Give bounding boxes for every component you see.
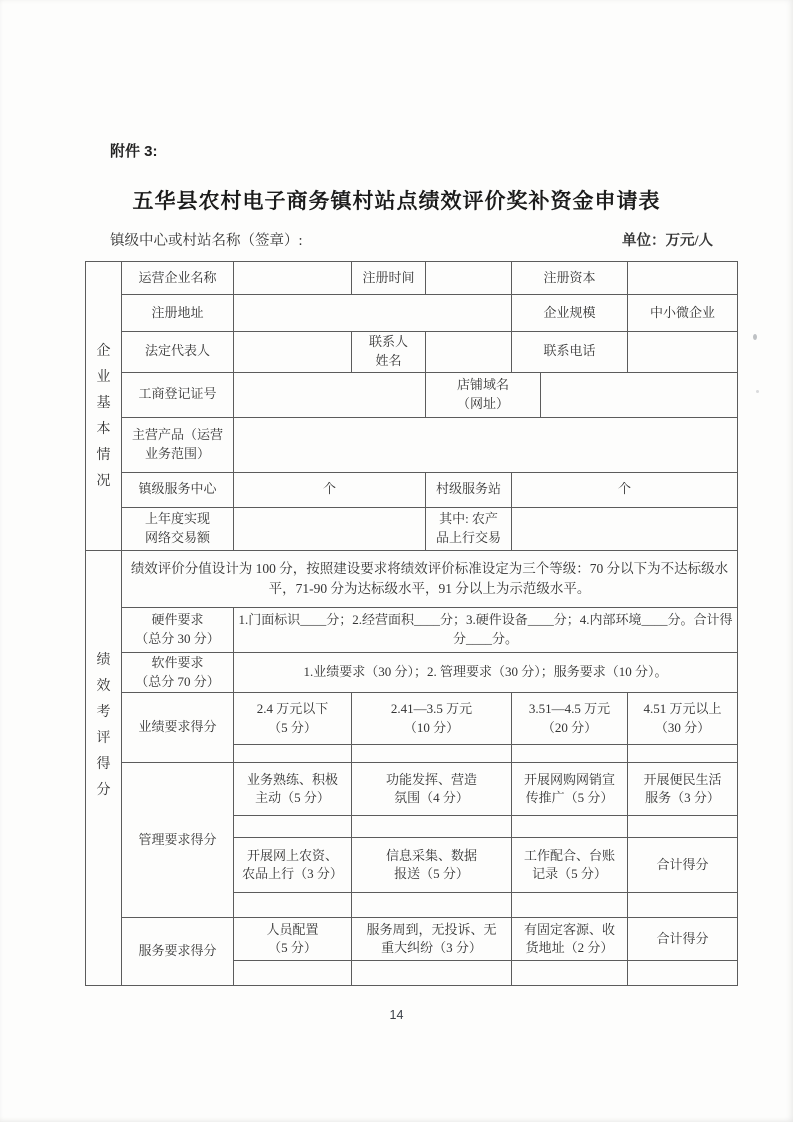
label-line: 2.41—3.5 万元 (390, 701, 473, 717)
blank-score-cell (234, 893, 352, 918)
label-line: 服务周到，无投诉、无 (366, 921, 497, 937)
document-title: 五华县农村电子商务镇村站点绩效评价奖补资金申请表 (132, 190, 661, 213)
unit-label: 单位：万元/人 (621, 233, 713, 249)
label-last-year-volume (122, 507, 234, 550)
label-line: （20 分） (541, 719, 598, 735)
table-row (86, 417, 738, 472)
grading-note: 绩效评价分值设计为 100 分，按照建设要求将绩效评价标准设定为三个等级：70 分以下为不达标级水平，71-90 分为达标级水平，91 分以上为示范级水平。 (122, 550, 738, 607)
stub-label: 绩效考评得分 (96, 653, 111, 798)
signature-label: 镇级中心或村站名称（签章）: (110, 233, 303, 249)
blank-score-cell (352, 961, 512, 986)
blank-score-cell (512, 745, 628, 763)
table-row (86, 262, 738, 295)
label-line: 合计得分 (656, 930, 709, 946)
label-line: （10 分） (403, 719, 460, 735)
service-criteria-cell (352, 918, 512, 961)
blank-score-cell (234, 961, 352, 986)
label-line: 品上行交易 (435, 529, 501, 545)
table-row (86, 295, 738, 332)
table-row (86, 652, 738, 693)
label-legal-rep: 法定代表人 (122, 332, 234, 373)
label-line: 货地址（2 分） (525, 940, 614, 956)
value-enterprise-scale: 中小微企业 (628, 295, 738, 332)
management-criteria-cell (352, 763, 512, 816)
value-cell-village-station-count: 个 (512, 472, 738, 507)
table-row (86, 332, 738, 373)
blank-score-cell (234, 816, 352, 838)
service-criteria-cell (512, 918, 628, 961)
table-row (86, 372, 738, 417)
blank-score-cell (234, 745, 352, 763)
table-row (86, 507, 738, 550)
label-village-station: 村级服务站 (426, 472, 512, 507)
label-line: 信息采集、数据 (385, 847, 477, 863)
blank-score-cell (352, 816, 512, 838)
revenue-tier-cell (234, 693, 352, 745)
label-reg-address: 注册地址 (122, 295, 234, 332)
label-software-req (122, 652, 234, 693)
label-main-products (122, 417, 234, 472)
application-form-table (85, 261, 738, 986)
label-agri-uplink (426, 507, 512, 550)
blank-score-cell (512, 893, 628, 918)
management-criteria-cell (352, 838, 512, 893)
label-line: 业务熟练、积极 (246, 771, 338, 787)
blank-score-cell (512, 816, 628, 838)
label-operator-name: 运营企业名称 (122, 262, 234, 295)
blank-cell-contact-name (426, 332, 512, 373)
label-line: （网址） (456, 395, 509, 411)
label-line: 主动（5 分） (255, 790, 330, 806)
blank-score-cell (628, 745, 738, 763)
label-revenue-score: 业绩要求得分 (122, 693, 234, 763)
blank-score-cell (512, 961, 628, 986)
label-contact-phone: 联系电话 (512, 332, 628, 373)
label-line: 工作配合、台账 (524, 847, 616, 863)
software-req-content: 1.业绩要求（30 分）；2. 管理要求（30 分）；服务要求（10 分）。 (234, 652, 738, 693)
label-line: 店铺域名 (456, 376, 509, 392)
label-line: 有固定客源、收 (524, 921, 616, 937)
management-total-score-cell (628, 838, 738, 893)
table-row (86, 693, 738, 745)
revenue-tier-cell (352, 693, 512, 745)
label-line: 传推广（5 分） (525, 790, 614, 806)
scan-artifact (753, 334, 757, 340)
attachment-label: 附件 3: (110, 143, 158, 160)
label-line: 3.51—4.5 万元 (528, 701, 611, 717)
blank-cell-reg-capital (628, 262, 738, 295)
stub-label: 企业基本情况 (96, 344, 111, 489)
label-town-center: 镇级服务中心 (122, 472, 234, 507)
label-line: 2.4 万元以下 (256, 701, 329, 717)
value-cell-town-center-count: 个 (234, 472, 426, 507)
label-shop-domain (426, 372, 541, 417)
label-line: 氛围（4 分） (394, 790, 469, 806)
label-line: 服务（3 分） (645, 790, 720, 806)
management-criteria-cell (234, 838, 352, 893)
label-line: （总分 30 分） (135, 630, 220, 646)
blank-score-cell (628, 816, 738, 838)
label-line: 业务范围） (144, 445, 210, 461)
revenue-tier-cell (628, 693, 738, 745)
label-hardware-req (122, 607, 234, 652)
label-line: 姓名 (375, 352, 402, 368)
management-criteria-cell (512, 838, 628, 893)
label-line: （5 分） (268, 719, 317, 735)
label-line: （30 分） (654, 719, 711, 735)
blank-cell-reg-time (426, 262, 512, 295)
label-line: 农品上行（3 分） (242, 866, 343, 882)
blank-score-cell (352, 893, 512, 918)
label-line: 上年度实现 (144, 510, 210, 526)
blank-cell-shop-domain (541, 372, 738, 417)
label-contact-name (352, 332, 426, 373)
table-row (86, 607, 738, 652)
blank-cell-business-license (234, 372, 426, 417)
page-number: 14 (389, 1008, 404, 1022)
blank-cell-reg-address (234, 295, 512, 332)
management-criteria-cell (512, 763, 628, 816)
table-row (86, 550, 738, 607)
hardware-req-content: 1.门面标识____分；2.经营面积____分；3.硬件设备____分；4.内部环境____分。合计得分____分。 (234, 607, 738, 652)
label-line: 重大纠纷（3 分） (381, 940, 482, 956)
blank-cell-agri-uplink (512, 507, 738, 550)
label-line: 4.51 万元以上 (643, 701, 722, 717)
service-criteria-cell (234, 918, 352, 961)
label-line: 人员配置 (266, 921, 319, 937)
service-total-score-cell (628, 918, 738, 961)
label-line: （总分 70 分） (135, 673, 220, 689)
blank-cell-contact-phone (628, 332, 738, 373)
label-line: 功能发挥、营造 (385, 771, 477, 787)
label-line: 联系人 (368, 334, 408, 349)
scan-artifact (756, 390, 759, 393)
blank-score-cell (628, 961, 738, 986)
label-line: 开展网购网销宣 (524, 771, 616, 787)
label-business-license: 工商登记证号 (122, 372, 234, 417)
subtitle-row (110, 229, 713, 250)
table-row (86, 918, 738, 961)
label-line: 硬件要求 (151, 611, 204, 627)
label-enterprise-scale: 企业规模 (512, 295, 628, 332)
label-line: 报送（5 分） (394, 866, 469, 882)
label-line: 网络交易额 (144, 529, 210, 545)
label-line: 其中: 农产 (439, 510, 498, 526)
label-line: 开展网上农资、 (246, 847, 338, 863)
label-management-score: 管理要求得分 (122, 763, 234, 918)
section-stub-basic-info (86, 262, 122, 551)
label-line: （5 分） (268, 940, 317, 956)
label-reg-time: 注册时间 (352, 262, 426, 295)
label-reg-capital: 注册资本 (512, 262, 628, 295)
blank-cell-operator-name (234, 262, 352, 295)
revenue-tier-cell (512, 693, 628, 745)
label-line: 合计得分 (656, 856, 709, 872)
table-row (86, 472, 738, 507)
management-criteria-cell (628, 763, 738, 816)
blank-cell-legal-rep (234, 332, 352, 373)
management-criteria-cell (234, 763, 352, 816)
blank-cell-main-products (234, 417, 738, 472)
label-service-score: 服务要求得分 (122, 918, 234, 986)
blank-score-cell (628, 893, 738, 918)
table-row (86, 763, 738, 816)
label-line: 开展便民生活 (643, 771, 722, 787)
label-line: 主营产品（运营 (131, 426, 223, 442)
label-line: 记录（5 分） (532, 866, 607, 882)
label-line: 软件要求 (151, 654, 204, 670)
section-stub-performance (86, 550, 122, 986)
blank-cell-last-year-volume (234, 507, 426, 550)
blank-score-cell (352, 745, 512, 763)
